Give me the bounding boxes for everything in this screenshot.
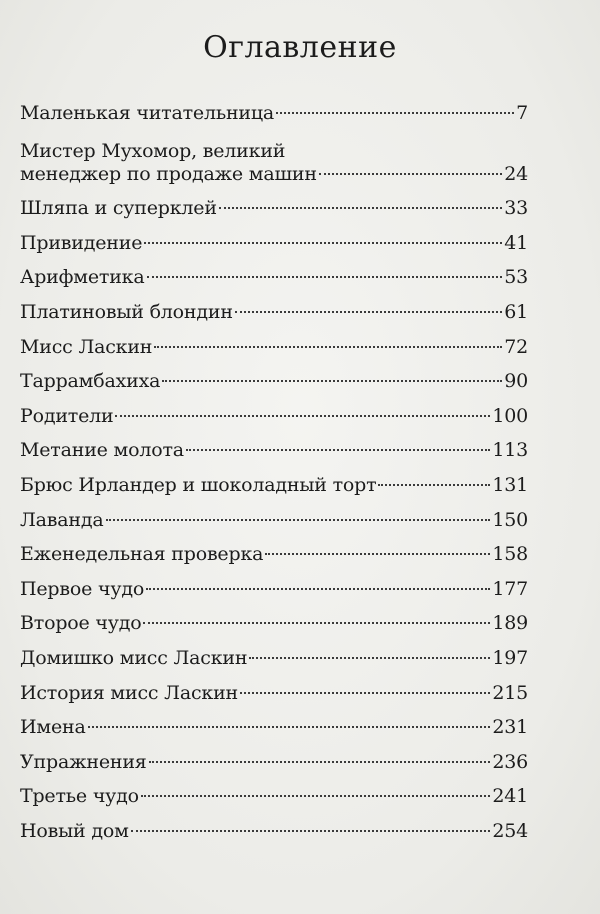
- toc-entry-label: Второе чудо: [20, 612, 142, 635]
- toc-entry: [20, 468, 528, 503]
- toc-entry-page: 189: [492, 612, 528, 635]
- dot-leader: [162, 379, 502, 382]
- dot-leader: [147, 275, 503, 278]
- toc-entry-page: 113: [492, 439, 528, 462]
- toc-entry-label: Мистер Мухомор, великий: [20, 139, 286, 162]
- dot-leader: [265, 552, 490, 555]
- dot-leader: [219, 206, 502, 209]
- toc-entry-page: 236: [492, 750, 528, 773]
- toc-entry-page: 231: [492, 716, 528, 739]
- toc-entry: [20, 676, 528, 711]
- toc-entry: [20, 572, 528, 607]
- toc-entry: [20, 330, 528, 365]
- toc-entry-page: 215: [492, 681, 528, 704]
- toc-entry-page: 41: [504, 231, 528, 254]
- dot-leader: [378, 483, 490, 486]
- toc-entry-label: История мисс Ласкин: [20, 681, 239, 704]
- dot-leader: [319, 172, 502, 175]
- toc-entry-label: Первое чудо: [20, 577, 145, 600]
- toc-entry-page: 100: [492, 404, 528, 427]
- toc-entry: [20, 433, 528, 468]
- page-title: Оглавление: [203, 30, 397, 65]
- toc-entry-page: 33: [504, 197, 528, 220]
- toc-entry-page: 177: [492, 577, 528, 600]
- toc-entry-page: 61: [504, 300, 528, 323]
- dot-leader: [131, 829, 491, 832]
- toc-entry-page: 158: [492, 543, 528, 566]
- toc-entry-label: Упражнения: [20, 750, 147, 773]
- toc-entry-label: Домишко мисс Ласкин: [20, 646, 248, 669]
- dot-leader: [249, 656, 490, 659]
- toc-entry: [20, 503, 528, 538]
- toc-entry: [20, 131, 528, 192]
- toc-entry-label: Привидение: [20, 231, 143, 254]
- toc-entry: [20, 364, 528, 399]
- toc-entry-page: 90: [504, 370, 528, 393]
- dot-leader: [144, 241, 502, 244]
- dot-leader: [146, 587, 490, 590]
- toc-entry: [20, 606, 528, 641]
- dot-leader: [240, 691, 490, 694]
- toc-entry-label: Лаванда: [20, 508, 104, 531]
- toc-entry: [20, 537, 528, 572]
- toc-entry-label: Мисс Ласкин: [20, 335, 153, 358]
- toc-entry-label: Имена: [20, 716, 86, 739]
- toc-entry: [20, 710, 528, 745]
- toc-entry-label: Новый дом: [20, 819, 129, 842]
- dot-leader: [143, 621, 490, 624]
- toc-entry: [20, 260, 528, 295]
- dot-leader: [115, 414, 490, 417]
- toc-entry-page: 72: [504, 335, 528, 358]
- toc-entry-label-continued: менеджер по продаже машин: [20, 162, 317, 185]
- toc-entry: [20, 745, 528, 780]
- dot-leader: [88, 725, 491, 728]
- toc-entry-label: Арифметика: [20, 266, 145, 289]
- toc-entry: [20, 641, 528, 676]
- toc-entry-label: Платиновый блондин: [20, 300, 233, 323]
- dot-leader: [276, 111, 514, 114]
- dot-leader: [149, 760, 491, 763]
- toc-entry-page: 131: [492, 473, 528, 496]
- toc-entry-label: Маленькая читательница: [20, 102, 275, 124]
- dot-leader: [106, 518, 491, 521]
- toc-entry-label: Еженедельная проверка: [20, 543, 264, 566]
- toc-entry: [20, 295, 528, 330]
- toc-entry: [20, 226, 528, 261]
- dot-leader: [235, 310, 502, 313]
- toc-entry-page: 53: [504, 266, 528, 289]
- toc-entry-label: Таррамбахиха: [20, 370, 161, 393]
- toc-entry: [20, 814, 528, 849]
- dot-leader: [141, 794, 490, 797]
- toc-entry-page: 7: [516, 102, 528, 124]
- toc-entry-label: Брюс Ирландер и шоколадный торт: [20, 473, 377, 496]
- table-of-contents: [20, 96, 528, 848]
- toc-entry: [20, 779, 528, 814]
- toc-entry: [20, 191, 528, 226]
- toc-entry: [20, 399, 528, 434]
- toc-entry-page: 24: [504, 162, 528, 185]
- toc-entry-page: 150: [492, 508, 528, 531]
- toc-entry-label: Третье чудо: [20, 785, 139, 808]
- dot-leader: [154, 345, 502, 348]
- toc-entry-page: 254: [492, 819, 528, 842]
- toc-entry-label: Родители: [20, 404, 114, 427]
- toc-entry-label: Метание молота: [20, 439, 184, 462]
- dot-leader: [186, 448, 490, 451]
- toc-entry: [20, 96, 528, 131]
- toc-entry-page: 197: [492, 646, 528, 669]
- toc-entry-page: 241: [492, 785, 528, 808]
- toc-entry-label: Шляпа и суперклей: [20, 197, 217, 220]
